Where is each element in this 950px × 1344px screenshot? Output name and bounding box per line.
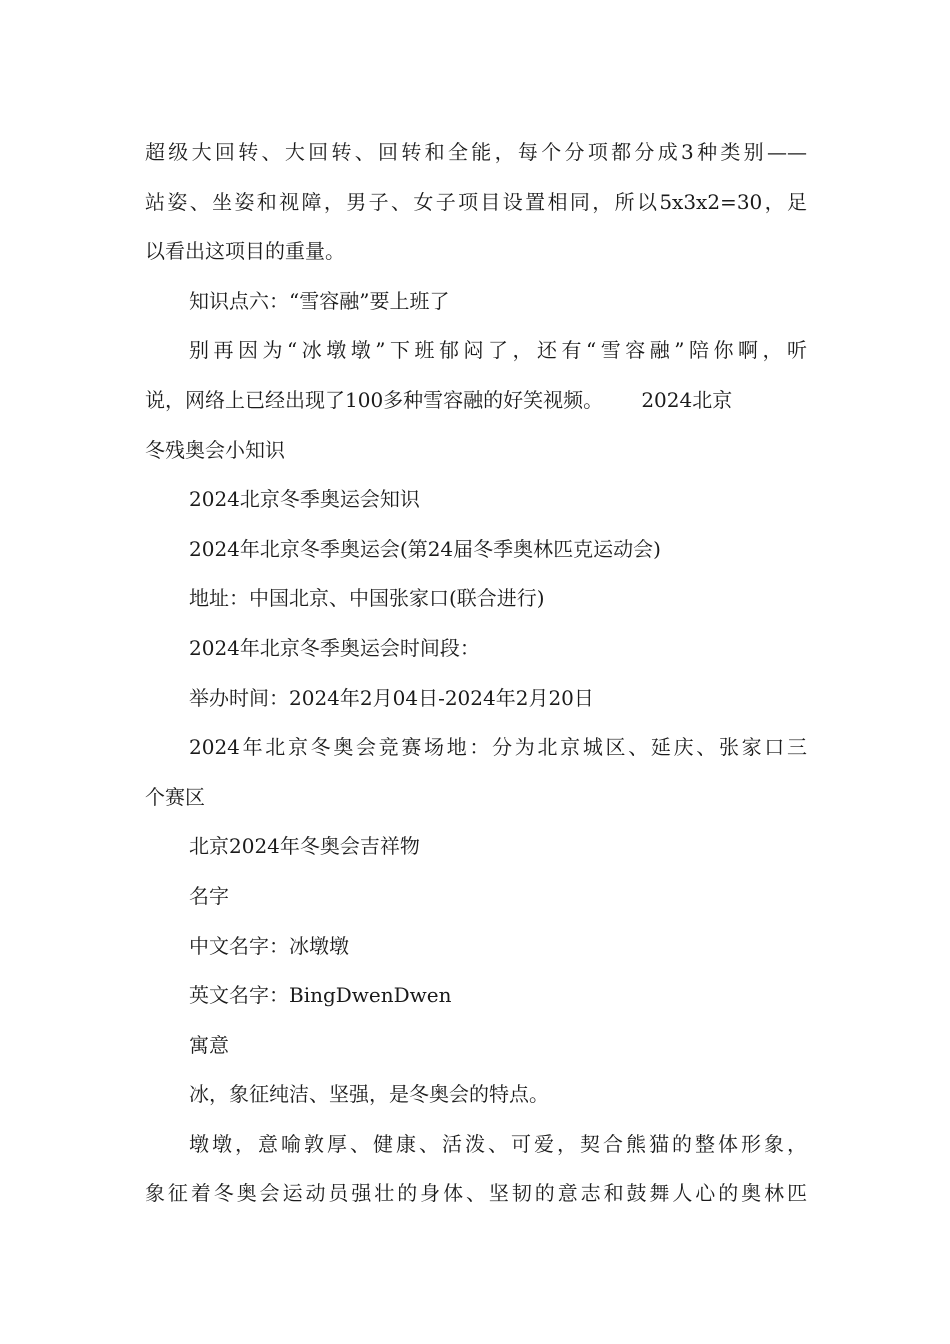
text-line: 以看出这项目的重量。 — [145, 239, 345, 264]
mascot-heading: 北京2024年冬奥会吉祥物 — [189, 834, 420, 859]
document-body — [145, 128, 807, 1219]
olympics-location: 地址：中国北京、中国张家口(联合进行) — [189, 586, 545, 611]
olympics-period-heading: 2024年北京冬季奥运会时间段： — [189, 635, 480, 660]
text-line: 个赛区 — [145, 784, 205, 809]
meaning-ice: 冰，象征纯洁、坚强，是冬奥会的特点。 — [189, 1082, 549, 1107]
paragraph-venues — [145, 723, 807, 822]
text-line: 站姿、坐姿和视障，男子、女子项目设置相同，所以5x3x2=30，足 — [145, 189, 807, 214]
text-line: 说，网络上已经出现了100多种雪容融的好笑视频。 2024北京 — [145, 387, 733, 412]
olympics-dates: 举办时间：2024年2月04日-2024年2月20日 — [189, 685, 594, 710]
paragraph-shuey-rhon-rhon — [145, 326, 807, 475]
chinese-name: 中文名字：冰墩墩 — [189, 933, 349, 958]
text-line: 墩墩，意喻敦厚、健康、活泼、可爱，契合熊猫的整体形象， — [189, 1131, 807, 1156]
text-line: 冬残奥会小知识 — [145, 437, 285, 462]
english-name: 英文名字：BingDwenDwen — [189, 983, 452, 1008]
text-line: 象征着冬奥会运动员强壮的身体、坚韧的意志和鼓舞人心的奥林匹 — [145, 1181, 807, 1206]
olympics-full-name: 2024年北京冬季奥运会(第24届冬季奥林匹克运动会) — [189, 536, 661, 561]
text-line: 别再因为“冰墩墩”下班郁闷了，还有“雪容融”陪你啊，听 — [189, 338, 807, 363]
name-heading: 名字 — [189, 883, 229, 908]
text-line: 超级大回转、大回转、回转和全能，每个分项都分成3种类别—— — [145, 140, 807, 164]
heading-knowledge-six: 知识点六：“雪容融”要上班了 — [189, 288, 450, 313]
paragraph-events — [145, 128, 807, 277]
text-line: 2024年北京冬奥会竞赛场地：分为北京城区、延庆、张家口三 — [189, 735, 807, 760]
meaning-heading: 寓意 — [189, 1032, 229, 1057]
paragraph-dwen-dwen — [145, 1120, 807, 1219]
section-title: 2024北京冬季奥运会知识 — [189, 487, 420, 512]
